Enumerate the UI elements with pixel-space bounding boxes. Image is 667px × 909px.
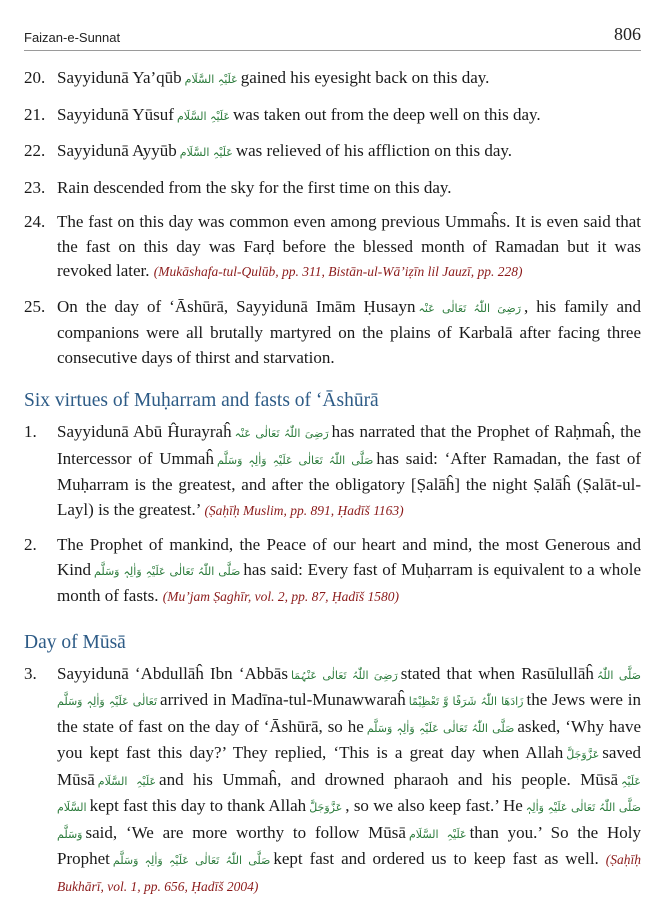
- text-span: was taken out from the deep well on this day.: [233, 104, 541, 124]
- section-heading-day-of-musa: Day of Mūsā: [24, 631, 126, 653]
- item-text: [57, 533, 641, 610]
- item-text: Rain descended from the sky for the first time on this day.: [57, 177, 452, 197]
- list-item-24: [24, 210, 641, 285]
- item-text: [57, 139, 641, 166]
- item-number: 2.: [24, 535, 37, 554]
- honorific-arabic: عَلَیْہِ السَّلَام: [97, 774, 157, 788]
- page-number: 806: [614, 24, 641, 44]
- text-span: kept fast and ordered us to keep fast as well.: [273, 849, 599, 868]
- item-number: 21.: [24, 104, 46, 124]
- honorific-arabic: عَزَّوَجَلَّ: [566, 748, 600, 761]
- page-header: [24, 22, 641, 51]
- item-text: [57, 295, 641, 371]
- honorific-arabic: عَزَّوَجَلَّ: [309, 801, 343, 814]
- book-title: Faizan-e-Sunnat: [24, 30, 121, 45]
- text-span: Sayyidunā Abū Ĥurayraĥ: [57, 422, 232, 441]
- honorific-arabic: صَلَّی اللّٰہُ تَعَالٰی عَلَیْہِ وَاٰلِہٖ وَسَلَّم: [366, 721, 515, 735]
- page-content: [24, 66, 641, 909]
- honorific-arabic: صَلَّی اللّٰہُ تَعَالٰی عَلَیْہِ وَاٰلِہٖ وَسَلَّم: [57, 801, 642, 841]
- text-span: gained his eyesight back on this day.: [240, 68, 490, 87]
- item-text: [57, 103, 641, 130]
- item-number: 23.: [24, 177, 46, 197]
- honorific-arabic: صَلَّی اللّٰہُ تَعَالٰی عَلَیْہِ وَاٰلِہٖ وَسَلَّم: [112, 854, 271, 867]
- honorific-arabic: صَلَّی اللّٰہُ تَعَالٰی عَلَیْہِ وَاٰلِہٖ وَسَلَّم: [94, 564, 241, 578]
- text-span: , his family and companions were all brutally martyred on the plains of Karbalā after facing three consecutive days of thirst and starvation.: [57, 296, 641, 367]
- list-item-23: [24, 176, 641, 201]
- item-number: 1.: [24, 422, 37, 441]
- text-span: asked, ‘Why have you kept fast this day?’ They replied, ‘This is a great day when Allah: [57, 716, 641, 762]
- honorific-arabic: رَضِیَ اللّٰہُ تَعَالٰی عَنْہ: [418, 301, 522, 315]
- text-span: Sayyidunā Ya’qūb: [57, 68, 182, 87]
- list-item-2: [24, 533, 641, 610]
- item-number: 20.: [24, 68, 46, 87]
- reference: (Ṣaḥīḥ Muslim, pp. 891, Ḥadīš 1163): [204, 502, 404, 518]
- text-span: On the day of ‘Āshūrā, Sayyidunā Imām Ḥusayn: [57, 296, 416, 316]
- list-item-3: [24, 662, 641, 900]
- text-span: has said: ‘After Ramadan, the fast of Muḥarram is the greatest, and after the obligatory [Ṣalāĥ] the night Ṣalāĥ (Ṣalāt-ul-Layl) is the greatest.’: [57, 448, 641, 519]
- item-text: [57, 66, 641, 93]
- text-span: has said: Every fast of Muḥarram is equivalent to a whole month of fasts.: [57, 559, 641, 605]
- list-item-20: [24, 66, 641, 93]
- text-span: said, ‘We are more worthy to follow Mūsā: [85, 822, 406, 842]
- text-span: has narrated that the Prophet of Raḥmaĥ, the Intercessor of Ummaĥ: [57, 422, 641, 468]
- item-number: 24.: [24, 212, 46, 231]
- item-text: [57, 420, 641, 523]
- item-number: 25.: [24, 296, 46, 316]
- text-span: Sayyidunā Ayyūb: [57, 141, 177, 160]
- text-span: the Jews were in the state of fast on the day of ‘Āshūrā, so he: [57, 690, 641, 736]
- list-item-22: [24, 139, 641, 166]
- text-span: arrived in Madīna-tul-Munawwaraĥ: [160, 690, 406, 709]
- reference: (Mu’jam Ṣaghīr, vol. 2, pp. 87, Ḥadīš 1580): [162, 589, 400, 604]
- item-number: 3.: [24, 663, 37, 683]
- honorific-arabic: رَضِیَ اللّٰہُ تَعَالٰی عَنْہ: [234, 427, 329, 440]
- honorific-arabic: رَضِیَ اللّٰہُ تَعَالٰی عَنْہُمَا: [290, 668, 398, 682]
- list-item-21: [24, 103, 641, 130]
- item-text: [57, 210, 641, 285]
- honorific-arabic: عَلَیْہِ السَّلَام: [57, 774, 641, 814]
- text-span: Sayyidunā ‘Abdullāĥ Ibn ‘Abbās: [57, 663, 288, 683]
- honorific-arabic: عَلَیْہِ السَّلَام: [176, 109, 231, 123]
- text-span: was relieved of his affliction on this day.: [235, 141, 513, 160]
- text-span: , so we also keep fast.’ He: [345, 796, 523, 815]
- text-span: The fast on this day was common even among previous Ummaĥs. It is even said that the fast on this day was Farḍ before the blessed month of Ramadan but it was revoked later.: [57, 212, 641, 280]
- item-text: [57, 662, 641, 900]
- text-span: and his Ummaĥ, and drowned pharaoh and his people. Mūsā: [159, 769, 619, 789]
- honorific-arabic: عَلَیْہِ السَّلَام: [184, 73, 238, 86]
- text-span: kept fast this day to thank Allah: [89, 796, 307, 815]
- text-span: stated that when Rasūlullāĥ: [400, 663, 594, 683]
- list-item-1: [24, 420, 641, 523]
- honorific-arabic: عَلَیْہِ السَّلَام: [179, 146, 233, 159]
- text-span: The Prophet of mankind, the Peace of our heart and mind, the most Generous and Kind: [57, 535, 641, 579]
- honorific-arabic: عَلَیْہِ السَّلَام: [408, 827, 467, 841]
- honorific-arabic: صَلَّی اللّٰہُ تَعَالٰی عَلَیْہِ وَاٰلِہٖ وَسَلَّم: [57, 668, 641, 708]
- item-number: 22.: [24, 141, 46, 160]
- text-span: saved Mūsā: [57, 743, 641, 789]
- text-span: Sayyidunā Yūsuf: [57, 104, 174, 124]
- reference: (Ṣaḥīḥ Bukhārī, vol. 1, pp. 656, Ḥadīš 2004): [57, 852, 641, 894]
- list-item-25: [24, 295, 641, 371]
- honorific-arabic: صَلَّی اللّٰہُ تَعَالٰی عَلَیْہِ وَاٰلِہٖ وَسَلَّم: [216, 453, 374, 467]
- reference: (Mukāshafa-tul-Qulūb, pp. 311, Bistān-ul-Wā’iẓīn lil Jauzī, pp. 228): [153, 264, 523, 279]
- section-heading-virtues: Six virtues of Muḥarram and fasts of ‘Āshūrā: [24, 390, 379, 411]
- text-span: than you.’ So the Holy Prophet: [57, 822, 641, 868]
- honorific-arabic: زَادَھَا اللّٰہُ شَرَفًا وَّ تَعْظِیْمًا: [408, 695, 524, 708]
